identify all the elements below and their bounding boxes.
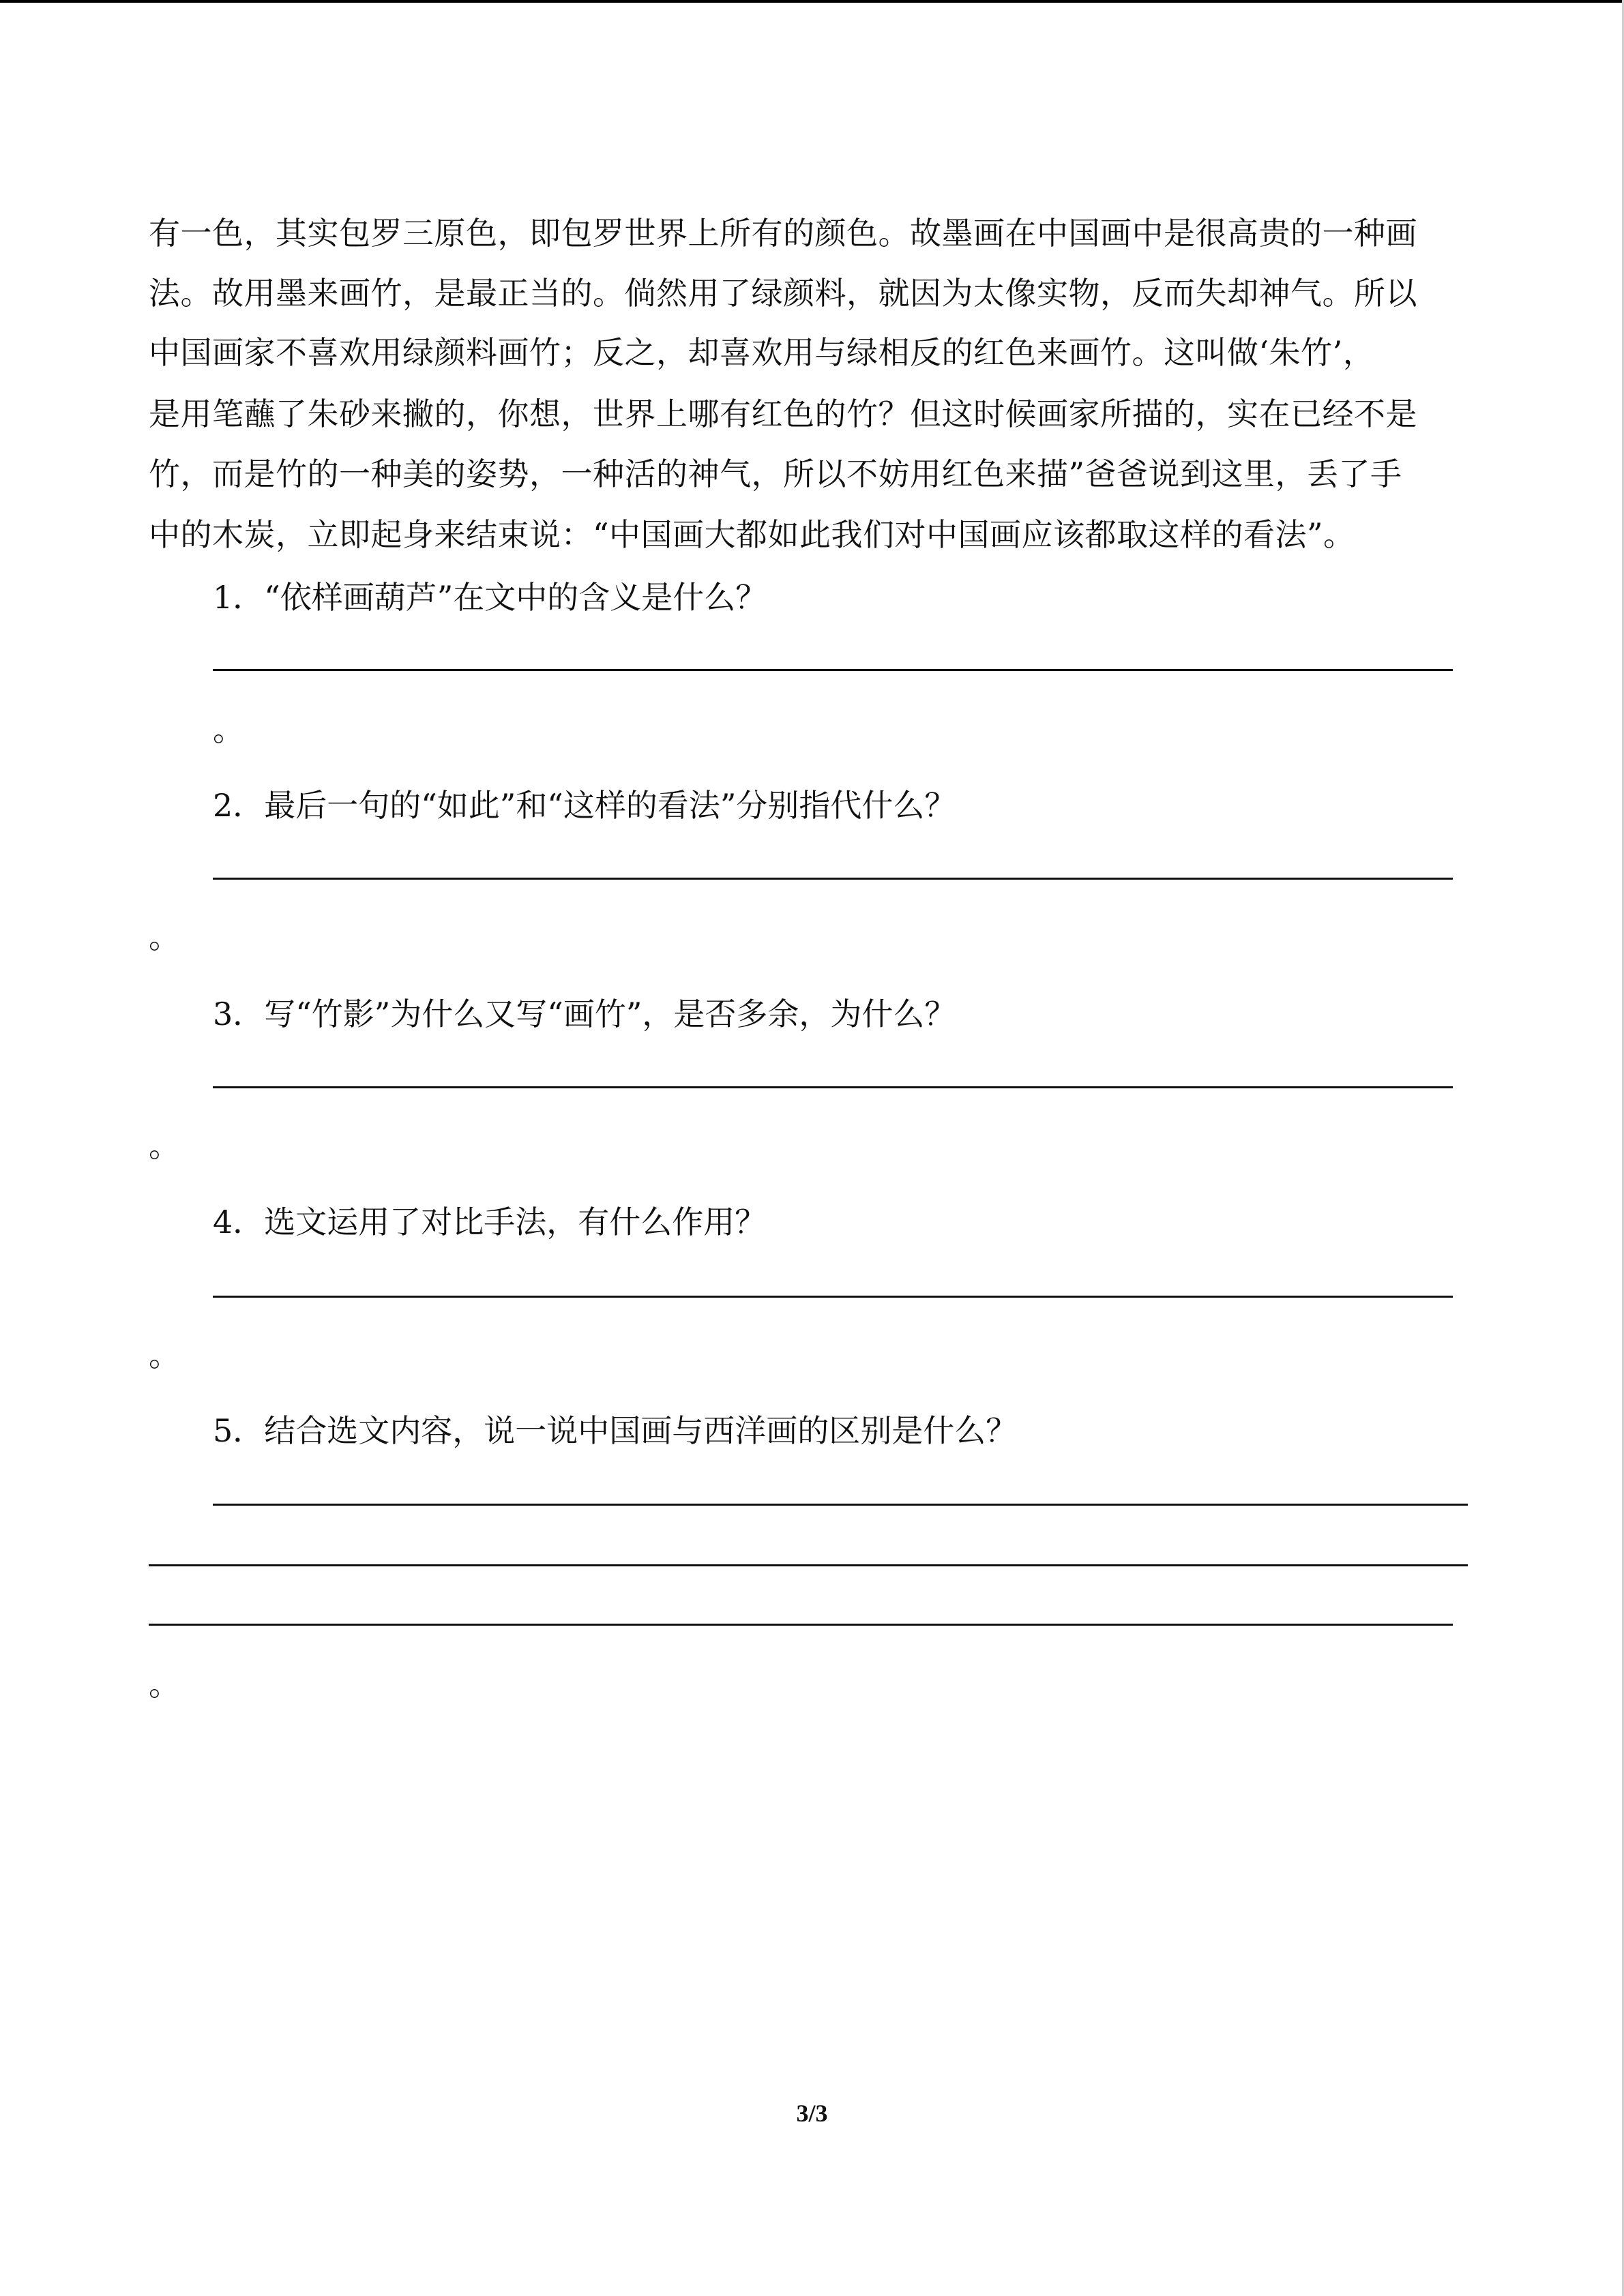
passage-line: 法。故用墨来画竹，是最正当的。倘然用了绿颜料，就因为太像实物，反而失却神气。所以 (149, 275, 1417, 312)
answer-line[interactable] (213, 1504, 1468, 1506)
answer-line[interactable] (213, 1086, 1453, 1088)
question-text: 5．结合选文内容，说一说中国画与西洋画的区别是什么？ (213, 1412, 1018, 1449)
answer-line[interactable] (149, 1624, 1453, 1626)
answer-end-mark: 。 (149, 1337, 180, 1373)
answer-line[interactable] (213, 1296, 1453, 1298)
question-text: 2．最后一句的“如此”和“这样的看法”分别指代什么？ (213, 787, 956, 824)
passage-line: 中国画家不喜欢用绿颜料画竹；反之，却喜欢用与绿相反的红色来画竹。这叫做‘朱竹’， (149, 334, 1375, 371)
question-text: 4．选文运用了对比手法，有什么作用？ (213, 1204, 767, 1240)
passage-line: 是用笔蘸了朱砂来撇的，你想，世界上哪有红色的竹？但这时候画家所描的，实在已经不是 (149, 396, 1417, 432)
page-top-border (0, 0, 1624, 3)
answer-line[interactable] (213, 669, 1453, 671)
answer-end-mark: 。 (149, 919, 180, 955)
page-number: 3/3 (796, 2100, 828, 2127)
passage-line: 中的木炭，立即起身来结束说：“中国画大都如此我们对中国画应该都取这样的看法”。 (149, 516, 1355, 553)
answer-line[interactable] (213, 878, 1453, 880)
question-text: 3．写“竹影”为什么又写“画竹”，是否多余，为什么？ (213, 996, 956, 1032)
question-text: 1．“依样画葫芦”在文中的含义是什么？ (213, 579, 767, 616)
answer-end-mark: 。 (149, 1666, 180, 1703)
passage-line: 竹，而是竹的一种美的姿势，一种活的神气，所以不妨用红色来描”爸爸说到这里，丢了手 (149, 456, 1402, 492)
answer-end-mark: 。 (149, 1127, 180, 1164)
answer-line[interactable] (149, 1564, 1468, 1566)
passage-line: 有一色，其实包罗三原色，即包罗世界上所有的颜色。故墨画在中国画中是很高贵的一种画 (149, 215, 1417, 252)
answer-end-mark: 。 (213, 711, 244, 748)
